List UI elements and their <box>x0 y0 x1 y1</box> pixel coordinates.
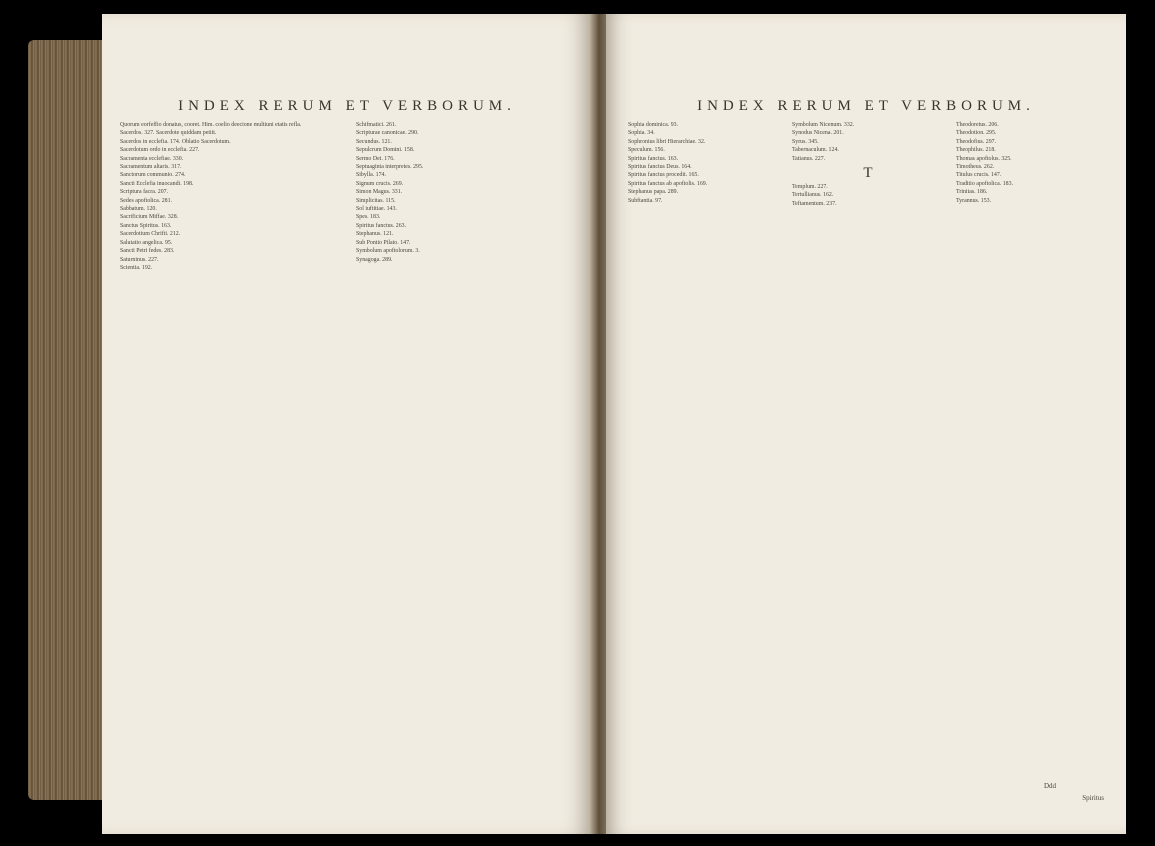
index-entry: Timotheus. 262. <box>956 164 995 171</box>
index-entry: Sophia. 34. <box>628 130 655 137</box>
index-entry: Sophia dominica. 93. <box>628 122 679 128</box>
catchword: Spiritus <box>1082 794 1104 802</box>
index-entry: Symbolum Nicenum. 332. <box>792 122 855 128</box>
left-index-columns <box>120 121 578 774</box>
index-entry: Sedes apoftolica. 281. <box>120 197 173 204</box>
left-page-title: INDEX RERUM ET VERBORUM. <box>178 98 516 114</box>
index-entry: Scripturae canonicae. 290. <box>356 130 419 137</box>
index-entry: Sermo Dei. 176. <box>356 155 395 162</box>
index-entry: Sacerdos. 327. Sacerdote quiddam petiit. <box>120 130 217 137</box>
index-entry: Theodotion. 295. <box>956 130 997 137</box>
index-entry: Sacramentum altaris. 317. <box>120 164 182 171</box>
index-entry: Sol iuftitiae. 143. <box>356 206 397 213</box>
index-entry: Stephanus. 121. <box>356 231 394 238</box>
index-entry: Tertullianus. 162. <box>792 192 834 199</box>
right-index-columns <box>628 121 1108 774</box>
index-entry: Schifmatici. 261. <box>356 122 397 128</box>
index-entry: Sancti Ecclefia inuocandi. 198. <box>120 180 194 187</box>
index-entry: Sophronius libri Hierarchiae. 32. <box>628 138 706 145</box>
index-entry: Sancti Petri fedes. 283. <box>120 248 175 255</box>
signature-mark: Ddd <box>1043 782 1056 790</box>
book-spread <box>14 0 1141 846</box>
index-entry: Sanctus Spiritus. 163. <box>120 222 172 229</box>
index-entry: Sacramenta ecclefiae. 330. <box>120 155 184 162</box>
index-entry: Trinitas. 186. <box>956 189 988 196</box>
index-entry: Signum crucis. 269. <box>356 180 404 187</box>
index-entry: Sabbatum. 120. <box>120 206 157 213</box>
index-entry: Speculum. 156. <box>628 147 665 154</box>
index-entry: Spes. 183. <box>356 214 381 221</box>
index-entry: Salutatio angelica. 95. <box>120 239 173 246</box>
index-entry: Sanctorum communio. 274. <box>120 172 186 179</box>
index-entry: Quorum eorfeffio donatus, cooret. Him. coelio deecione multiuni etatis refla. <box>120 122 302 128</box>
left-page <box>102 14 592 834</box>
index-entry: Spiritus fanctus procedit. 165. <box>628 172 699 179</box>
index-entry: Teftamentum. 237. <box>792 200 837 207</box>
index-entry: Tatianus. 227. <box>792 155 826 162</box>
index-entry: Sacerdos in ecclefia. 174. Oblatio Sacerdotum. <box>120 138 231 145</box>
index-entry: Synodus Nicena. 201. <box>792 130 844 137</box>
index-entry: Sub Pontio Pilato. 147. <box>356 239 411 246</box>
index-entry: Subftantia. 97. <box>628 197 663 204</box>
index-entry: Sacrificium Miffae. 328. <box>120 214 179 221</box>
index-entry: Symbolum apoftolorum. 3. <box>356 248 420 255</box>
index-entry: Simplicitas. 115. <box>356 197 396 204</box>
index-entry: Synagoga. 289. <box>356 256 393 263</box>
index-entry: Spiritus fanctus ab apoftolis. 169. <box>628 180 708 187</box>
index-entry: Tabernaculum. 124. <box>792 147 839 154</box>
index-entry: Simon Magus. 331. <box>356 189 403 196</box>
right-page-title: INDEX RERUM ET VERBORUM. <box>697 98 1035 114</box>
index-entry: Tyrannus. 153. <box>956 197 992 204</box>
index-entry: Theodoretus. 206. <box>956 122 999 128</box>
page-edges <box>28 40 108 800</box>
index-entry: Titulus crucis. 147. <box>956 172 1002 179</box>
index-entry: Sacerdotum ordo in ecclefia. 227. <box>120 147 200 154</box>
index-entry: Spiritus fanctus Deus. 164. <box>628 164 692 171</box>
index-entry: Theodofius. 297. <box>956 138 997 145</box>
index-entry: Septuaginta interpretes. 295. <box>356 164 424 171</box>
index-entry: Sepulcrum Domini. 158. <box>356 147 415 154</box>
section-letter: T <box>863 165 873 182</box>
index-entry: Traditio apoftolica. 183. <box>956 180 1014 187</box>
index-entry: Thomas apoftolus. 325. <box>956 155 1012 162</box>
index-entry: Theophilus. 218. <box>956 147 996 154</box>
index-entry: Secundus. 121. <box>356 138 392 145</box>
index-entry: Sibylla. 174. <box>356 172 386 179</box>
index-entry: Sacerdotium Chrifti. 212. <box>120 231 181 238</box>
index-entry: Stephanus papa. 289. <box>628 189 679 196</box>
index-entry: Scriptura facra. 207. <box>120 189 169 196</box>
index-entry: Templum. 227. <box>792 184 828 191</box>
index-entry: Syrus. 345. <box>792 138 819 145</box>
index-entry: Spiritus fanctus. 263. <box>356 222 407 229</box>
index-entry: Scientia. 192. <box>120 264 153 271</box>
index-entry: Spiritus fanctus. 163. <box>628 155 679 162</box>
right-page <box>606 14 1126 834</box>
index-entry: Saturninus. 227. <box>120 256 159 263</box>
